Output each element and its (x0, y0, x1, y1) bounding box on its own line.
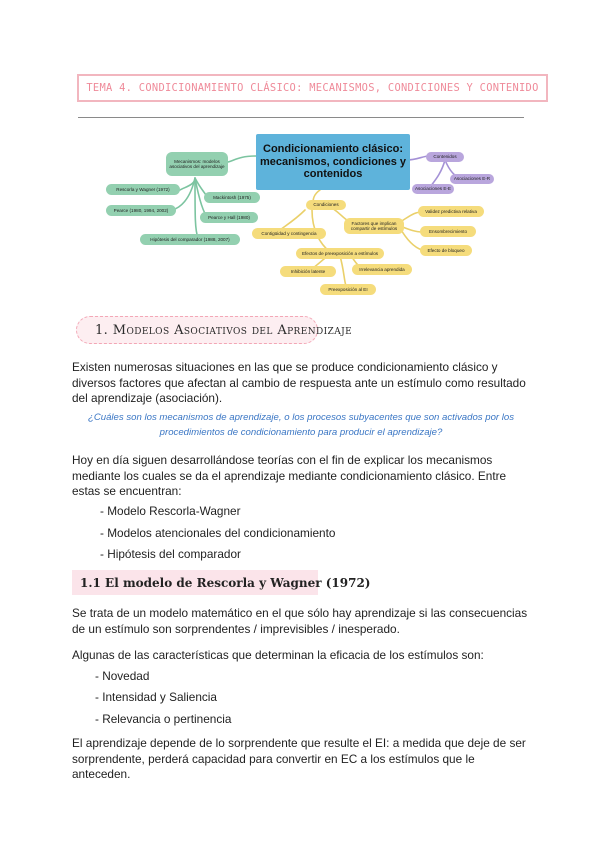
mindmap-node-factores: Factores que implican compartir de estímulos (344, 218, 404, 234)
list-item: - Novedad (95, 669, 150, 683)
list-item: - Hipótesis del comparador (100, 547, 241, 561)
mindmap-node-irrelevancia: Irrelevancia aprendida (352, 264, 412, 275)
mindmap-node-condiciones: Condiciones (306, 200, 346, 210)
mindmap-node-pearce-hall: Pearce y Hall (1980) (200, 212, 258, 223)
connector-preexp-ei (340, 256, 346, 286)
mindmap-node-mackintosh: Mackintosh (1975) (204, 192, 260, 203)
list-item: - Intensidad y Saliencia (95, 690, 217, 704)
mindmap-node-mecanismos: Mecanismos: modelos asociativos del aprendizaje (166, 152, 228, 176)
mindmap-node-validez: Validez predictiva relativa (418, 206, 484, 217)
mindmap-central-node: Condicionamiento clásico: mecanismos, condiciones y contenidos (256, 134, 410, 190)
title-box (77, 74, 548, 102)
section-1-title: 1. Modelos Asociativos del Aprendizaje (95, 322, 353, 338)
mind-map (100, 130, 500, 300)
mindmap-node-contenidos: Contenidos (426, 152, 464, 162)
section-1-1-paragraph-2: Algunas de las características que determinan la eficacia de los estímulos son: (72, 648, 484, 662)
title-divider (78, 117, 524, 118)
section-1-1-paragraph-1: Se trata de un modelo matemático en el que sólo hay aprendizaje si las consecuencias de un estímulo son sorprendentes / imprevisibles / inesperado. (72, 606, 528, 636)
mindmap-node-ensombrecimiento: Ensombrecimiento (420, 226, 476, 237)
mindmap-node-pearce: Pearce (1980, 1994, 2002) (106, 205, 176, 216)
page-title: TEMA 4. CONDICIONAMIENTO CLÁSICO: MECANISMOS, CONDICIONES Y CONTENIDO (86, 82, 539, 94)
section-1-1-heading (72, 570, 371, 595)
mindmap-node-comparador: Hipótesis del comparador (1988, 2007) (140, 234, 240, 245)
connector-central-mecanismos (228, 156, 256, 162)
section-1-theories: Hoy en día siguen desarrollándose teorías con el fin de explicar los mecanismos mediante los cuales se da el aprendizaje mediante condicionamiento clásico. Entre estas se encuentran: (72, 453, 507, 498)
list-item: - Relevancia o pertinencia (95, 712, 232, 726)
section-1-heading (76, 316, 353, 344)
mindmap-node-preexposicion: Efectos de preexposición a estímulos (296, 248, 384, 259)
list-item: - Modelo Rescorla-Wagner (100, 504, 241, 518)
mindmap-node-asociaciones-ee: Asociaciones E-E (412, 184, 454, 194)
section-1-1-title: 1.1 El modelo de Rescorla y Wagner (1972) (80, 575, 371, 590)
mindmap-node-asociaciones-er: Asociaciones E-R (450, 174, 494, 184)
section-1-question: ¿Cuáles son los mecanismos de aprendizaje, o los procesos subyacentes que son activados por los procedimientos de condicionamiento para producir el aprendizaje? (87, 412, 515, 438)
list-item: - Modelos atencionales del condicionamiento (100, 526, 336, 540)
connector-contiguidad (280, 210, 305, 230)
mindmap-node-preexposicion-ei: Preexposición al EI (320, 284, 376, 295)
mindmap-node-rescorla: Rescorla y Wagner (1972) (106, 184, 180, 195)
mindmap-node-contiguidad: Contigüidad y contingencia (252, 228, 326, 239)
mindmap-node-bloqueo: Efecto de bloqueo (420, 245, 472, 256)
section-1-1-paragraph-3: El aprendizaje depende de lo sorprendente que resulte el EI: a medida que deje de ser sorprendente, perderá capacidad para convertir en EC a los estímulos que le anteceden. (72, 736, 526, 781)
section-1-intro: Existen numerosas situaciones en las que se produce condicionamiento clásico y diversos factores que afectan al cambio de respuesta ante un estímulo como resultado del aprendizaje (asociación). (72, 360, 526, 405)
mindmap-node-inhibicion: Inhibición latente (280, 266, 336, 277)
